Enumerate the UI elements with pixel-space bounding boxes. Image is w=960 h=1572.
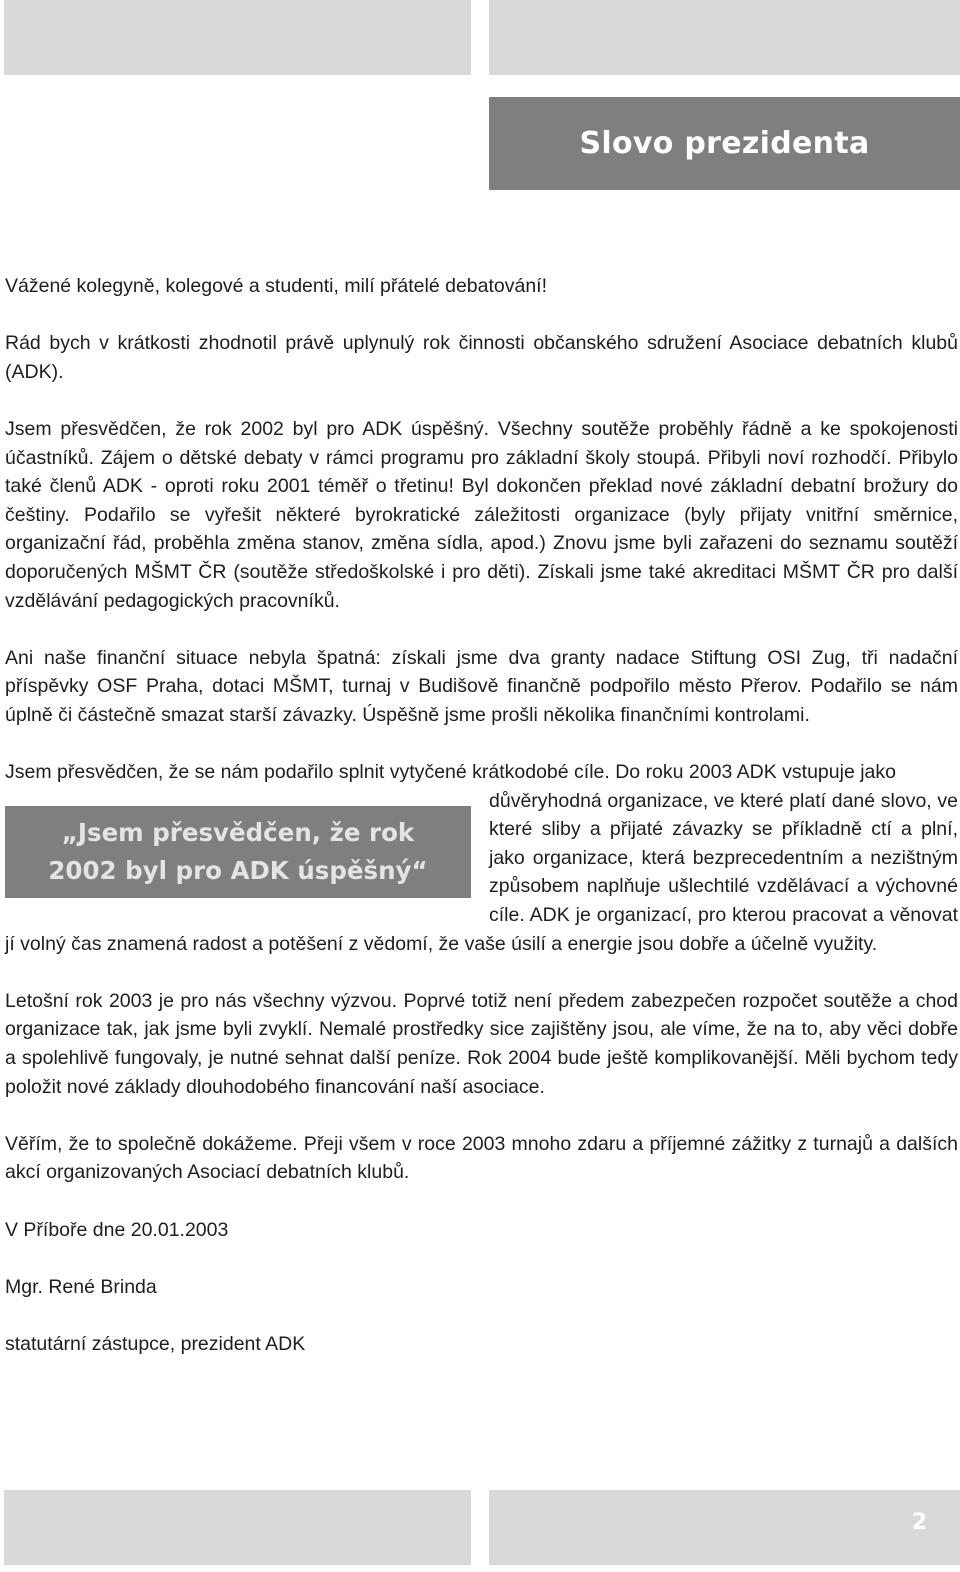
signature-name: Mgr. René Brinda [5,1275,157,1298]
page-number: 2 [911,1510,927,1535]
paragraph-achievements: Jsem přesvědčen, že rok 2002 byl pro ADK úspěšný. Všechny soutěže proběhly řádně a ke spokojenosti účastníků. Zájem o dětské debaty v rámci programu pro základní školy stoupá. Přibyli noví rozhodčí. Přibylo také členů ADK - oproti roku 2001 téměř o třetinu! Byl dokončen překlad nové základní debatní brožury do češtiny. Podařilo se vyřešit některé byrokratické záležitosti organizace (byly přijaty vnitřní směrnice, organizační řád, proběhla změna stanov, změna sídla, apod.) Znovu jsme byli zařazeni do seznamu soutěží doporučených MŠMT ČR (soutěže středoškolské i pro děti). Získali jsme také akreditaci MŠMT ČR pro další vzdělávání pedagogických pracovníků. [5,417,958,612]
header-band-left [4,0,471,75]
header-band-right [489,0,960,75]
place-date: V Příboře dne 20.01.2003 [5,1218,229,1241]
paragraph-goals: důvěryhodná organizace, ve které platí dané slovo, ve které sliby a přijaté závazky se příkladně ctí a plní, jako organizace, která bezprecedentním a nezištným způsobem naplňuje ušlechtilé vzdělávací a výchovné cíle. ADK je organizací, pro kterou pracovat a věnovat jí volný čas znamená radost a potěšení z vědomí, že vaše úsilí a energie jsou dobře a účelně využity. [5,789,958,955]
pull-quote-line-2: 2002 byl pro ADK úspěšný“ [48,855,428,885]
pull-quote [5,806,471,898]
paragraph-closing: Věřím, že to společně dokážeme. Přeji všem v roce 2003 mnoho zdaru a příjemné zážitky z turnajů a dalších akcí organizovaných Asociací debatních klubů. [5,1132,958,1184]
pull-quote-line-1: „Jsem přesvědčen, že rok [61,817,415,847]
signature-role: statutární zástupce, prezident ADK [5,1332,306,1355]
letter-body [5,272,958,1387]
paragraph-goals-first-line: Jsem přesvědčen, že se nám podařilo splnit vytyčené krátkodobé cíle. Do roku 2003 ADK vstupuje jako [5,761,896,784]
paragraph-challenge: Letošní rok 2003 je pro nás všechny výzvou. Poprvé totiž není předem zabezpečen rozpočet soutěže a chod organizace tak, jak jsme byli zvyklí. Nemalé prostředky sice zajištěny jsou, ale víme, že na to, aby věci dobře a spolehlivě fungovaly, je nutné sehnat další peníze. Rok 2004 bude ještě komplikovanější. Měli bychom tedy položit nové základy dlouhodobého financování naší asociace. [5,989,958,1098]
footer-band-right [489,1490,960,1565]
paragraph-finance: Ani naše finanční situace nebyla špatná: získali jsme dva granty nadace Stiftung OSI Zug, tři nadační příspěvky OSF Praha, dotaci MŠMT, turnaj v Budišově finančně podpořilo město Přerov. Podařilo se nám úplně či částečně smazat starší závazky. Úspěšně jsme prošli několika finančními kontrolami. [5,646,958,726]
greeting: Vážené kolegyně, kolegové a studenti, milí přátelé debatování! [5,275,548,297]
page-title: Slovo prezidenta [579,126,870,161]
paragraph-intro: Rád bych v krátkosti zhodnotil právě uplynulý rok činnosti občanského sdružení Asociace debatních klubů (ADK). [5,332,958,383]
title-box [489,97,960,190]
footer-band-left [4,1490,471,1565]
